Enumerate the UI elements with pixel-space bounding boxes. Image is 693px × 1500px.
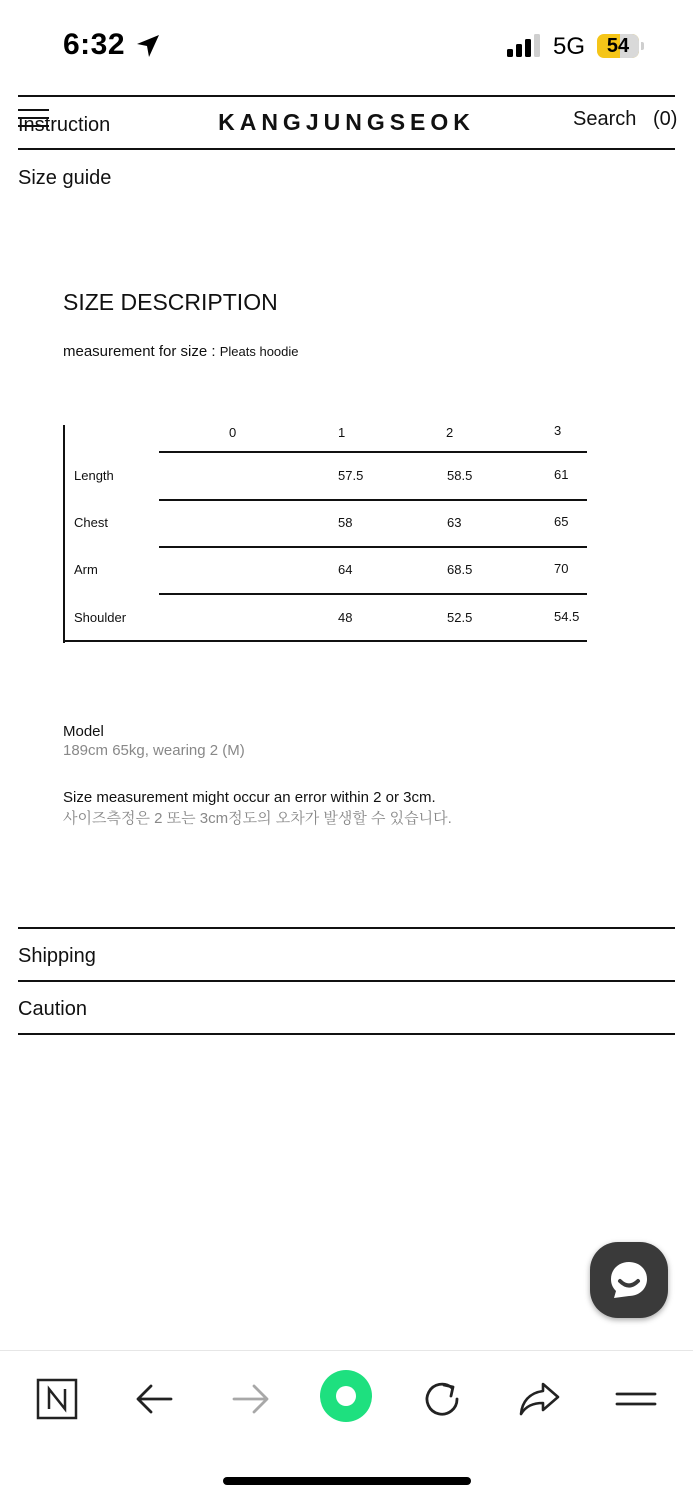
column-header-size-2: 2 <box>446 425 454 440</box>
instruction-menu-link[interactable]: Instruction <box>18 114 111 136</box>
battery-level: 54 <box>606 35 630 57</box>
reload-icon[interactable] <box>417 1374 467 1424</box>
chest-size-3: 65 <box>554 514 569 529</box>
search-link[interactable]: Search <box>573 108 637 130</box>
table-left-border <box>63 425 65 643</box>
network-type: 5G <box>553 33 586 60</box>
size-table <box>63 425 587 643</box>
shoulder-size-3: 54.5 <box>554 609 580 624</box>
shoulder-size-2: 52.5 <box>447 610 473 625</box>
arm-size-2: 68.5 <box>447 562 473 577</box>
shoulder-size-1: 48 <box>338 610 353 625</box>
measurement-prefix: measurement for size : <box>63 343 220 360</box>
cart-count-link[interactable]: (0) <box>653 108 678 130</box>
size-guide-heading[interactable]: Size guide <box>18 167 112 189</box>
cellular-signal-icon <box>506 34 542 58</box>
home-indicator <box>223 1477 471 1485</box>
brand-logo[interactable]: KANGJUNGSEOK <box>218 109 475 135</box>
arm-size-1: 64 <box>338 562 353 577</box>
model-info: 189cm 65kg, wearing 2 (M) <box>63 742 245 759</box>
row-label-arm: Arm <box>74 562 98 577</box>
column-header-size-1: 1 <box>338 425 346 440</box>
caution-heading[interactable]: Caution <box>18 998 87 1020</box>
forward-arrow-icon[interactable] <box>226 1374 276 1424</box>
location-arrow-icon <box>134 32 162 60</box>
green-home-icon[interactable] <box>317 1367 375 1425</box>
status-bar <box>0 0 693 92</box>
row-label-length: Length <box>74 468 114 483</box>
table-row-divider <box>159 499 587 501</box>
menu-icon[interactable] <box>611 1374 661 1424</box>
table-row-divider <box>159 593 587 595</box>
model-title: Model <box>63 723 104 740</box>
row-label-shoulder: Shoulder <box>74 610 127 625</box>
status-time: 6:32 <box>63 28 126 61</box>
battery-icon <box>597 34 639 58</box>
share-icon[interactable] <box>514 1374 564 1424</box>
naver-icon[interactable] <box>32 1374 82 1424</box>
measurement-error-note-korean: 사이즈측정은 2 또는 3cm정도의 오차가 발생할 수 있습니다. <box>63 810 452 827</box>
shipping-bottom-rule <box>18 980 675 982</box>
browser-toolbar <box>0 1350 693 1500</box>
product-name: Pleats hoodie <box>219 344 299 359</box>
battery-cap <box>641 42 644 50</box>
caution-bottom-rule <box>18 1033 675 1035</box>
chest-size-1: 58 <box>338 515 353 530</box>
row-label-chest: Chest <box>74 515 108 530</box>
header-bottom-rule <box>18 148 675 150</box>
shipping-top-rule <box>18 927 675 929</box>
chat-button[interactable] <box>590 1242 668 1318</box>
table-row-divider <box>159 451 587 453</box>
measurement-error-note: Size measurement might occur an error within 2 or 3cm. <box>63 789 436 806</box>
measurement-caption <box>63 343 299 360</box>
chest-size-2: 63 <box>447 515 462 530</box>
chat-bubble-icon <box>608 1259 650 1301</box>
length-size-2: 58.5 <box>447 468 473 483</box>
shipping-heading[interactable]: Shipping <box>18 945 96 967</box>
length-size-3: 61 <box>554 467 569 482</box>
table-bottom-border <box>63 640 587 642</box>
table-row-divider <box>159 546 587 548</box>
length-size-1: 57.5 <box>338 468 364 483</box>
back-arrow-icon[interactable] <box>129 1374 179 1424</box>
column-header-size-3: 3 <box>554 423 562 438</box>
size-description-title: SIZE DESCRIPTION <box>63 289 278 315</box>
column-header-size-0: 0 <box>229 425 237 440</box>
header-top-rule <box>18 95 675 97</box>
arm-size-3: 70 <box>554 561 569 576</box>
